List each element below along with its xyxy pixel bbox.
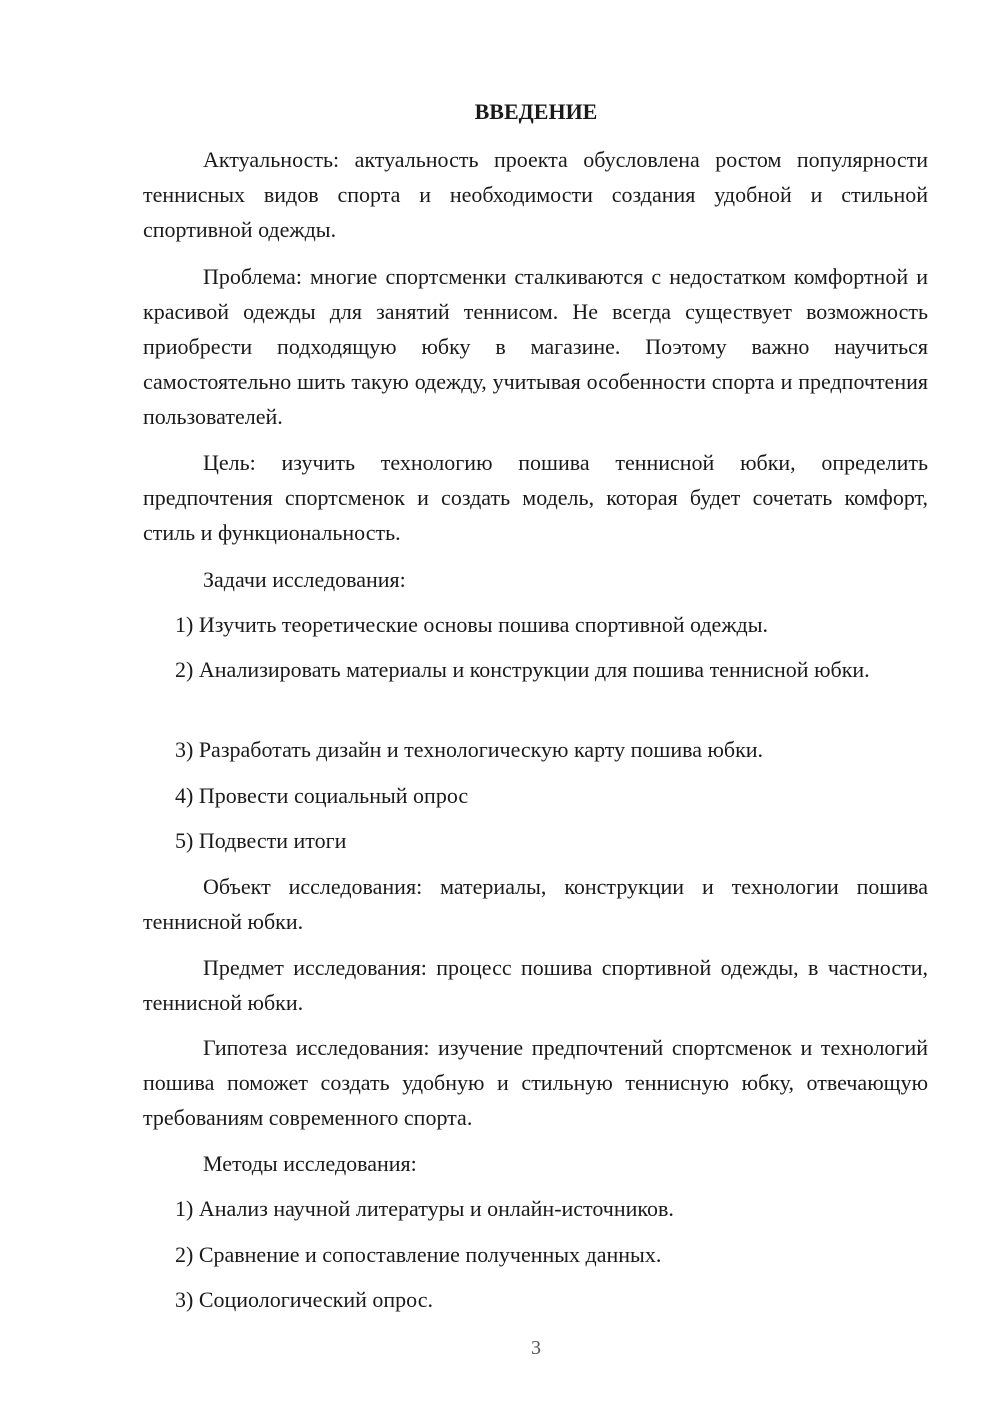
paragraph-object: Объект исследования: материалы, конструкции и технологии пошива теннисной юбки. bbox=[143, 874, 928, 934]
paragraph-tasks-heading: Задачи исследования: bbox=[203, 567, 406, 592]
paragraph-problem: Проблема: многие спортсменки сталкиваются с недостатком комфортной и красивой одежды для занятий теннисом. Не всегда существует возможность приобрести подходящую юбку в магазине. Поэтому важно научиться самостоятельно шить такую одежду, учитывая особенности спорта и предпочтения пользователей. bbox=[143, 264, 928, 429]
section-title: ВВЕДЕНИЕ bbox=[474, 99, 598, 124]
task-item-3: 3) Разработать дизайн и технологическую карту пошива юбки. bbox=[175, 737, 764, 762]
paragraph-relevance: Актуальность: актуальность проекта обусловлена ростом популярности теннисных видов спорта и необходимости создания удобной и стильной спортивной одежды. bbox=[143, 147, 928, 242]
paragraph-subject: Предмет исследования: процесс пошива спортивной одежды, в частности, теннисной юбки. bbox=[143, 955, 928, 1015]
task-item-5: 5) Подвести итоги bbox=[175, 828, 347, 853]
page-number: 3 bbox=[531, 1337, 541, 1359]
paragraph-goal: Цель: изучить технологию пошива теннисной юбки, определить предпочтения спортсменок и создать модель, которая будет сочетать комфорт, стиль и функциональность. bbox=[143, 450, 928, 545]
method-item-1: 1) Анализ научной литературы и онлайн-источников. bbox=[175, 1196, 674, 1221]
task-item-1: 1) Изучить теоретические основы пошива спортивной одежды. bbox=[175, 612, 769, 637]
method-item-2: 2) Сравнение и сопоставление полученных данных. bbox=[175, 1242, 662, 1267]
method-item-3: 3) Социологический опрос. bbox=[175, 1287, 433, 1312]
task-item-2: 2) Анализировать материалы и конструкции для пошива теннисной юбки. bbox=[175, 657, 870, 682]
paragraph-methods-heading: Методы исследования: bbox=[203, 1151, 417, 1176]
paragraph-hypothesis: Гипотеза исследования: изучение предпочтений спортсменок и технологий пошива поможет создать удобную и стильную теннисную юбку, отвечающую требованиям современного спорта. bbox=[143, 1035, 928, 1130]
task-item-4: 4) Провести социальный опрос bbox=[175, 783, 469, 808]
